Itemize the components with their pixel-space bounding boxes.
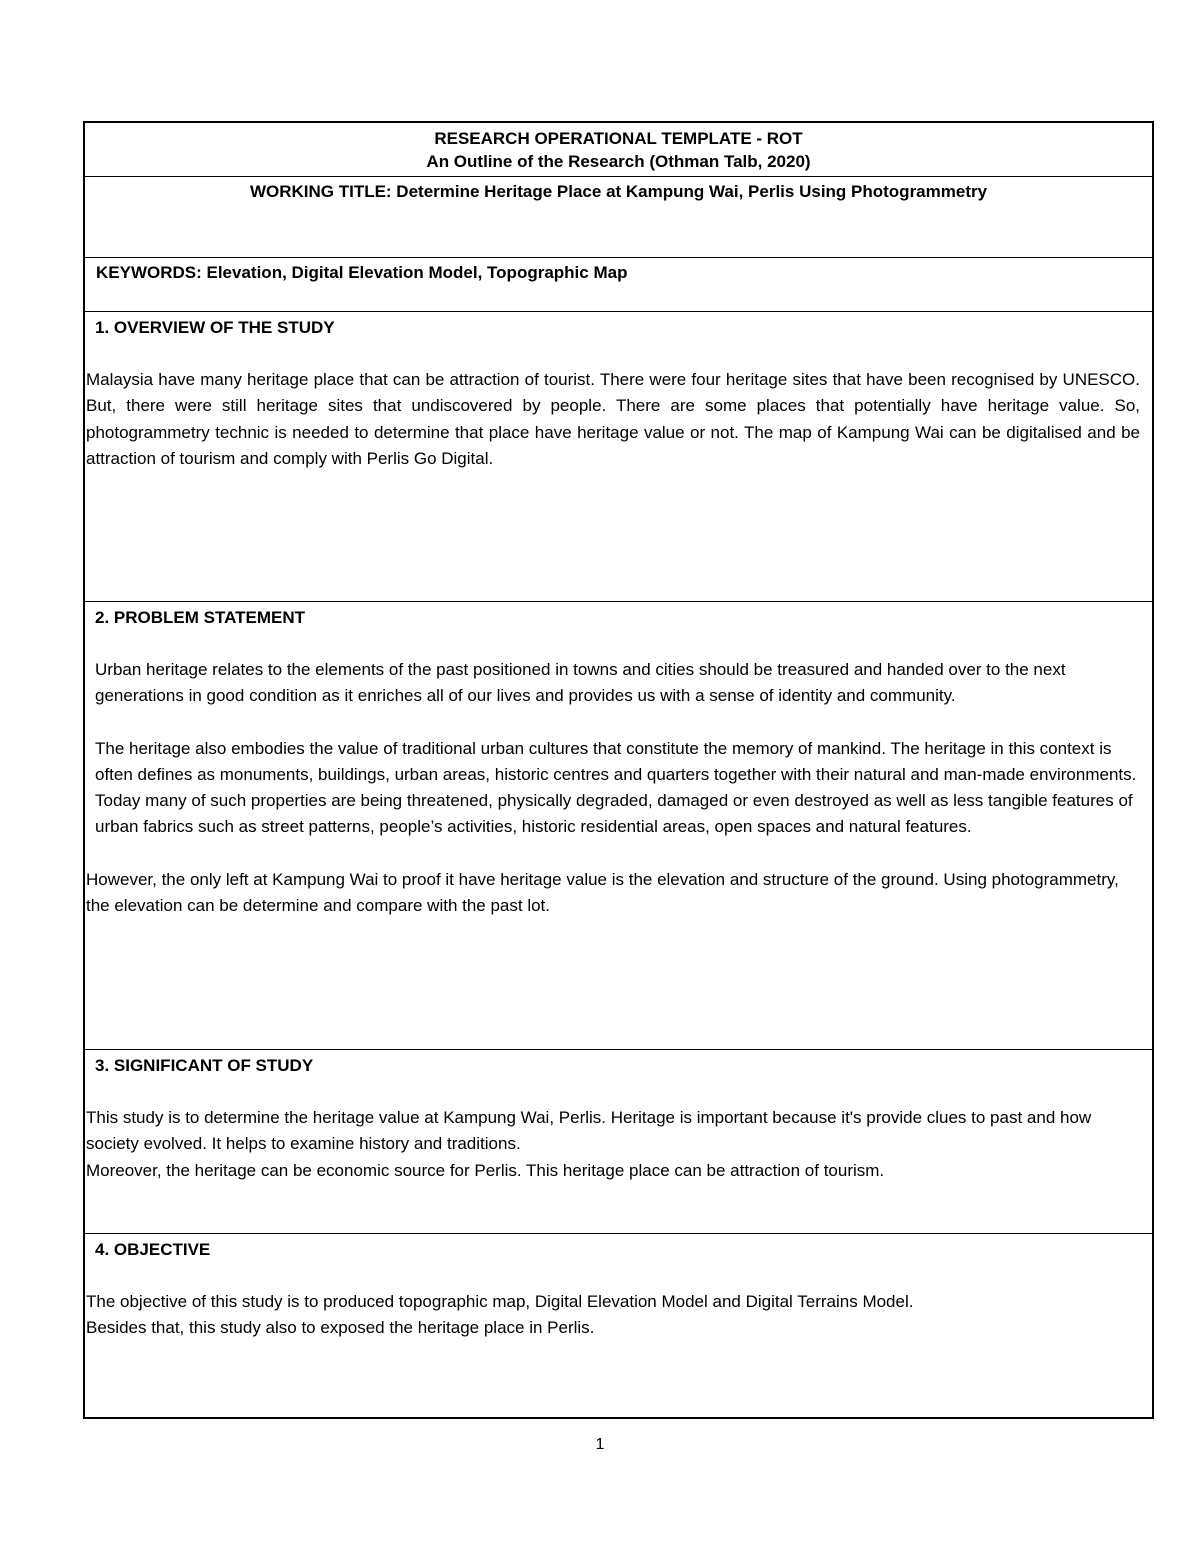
section-paragraph: However, the only left at Kampung Wai to proof it have heritage value is the elevation and structure of the ground. Using photogrammetry, the elevation can be determine and compare with the past lot. <box>86 869 1119 916</box>
page-number: 1 <box>595 1436 605 1453</box>
section-problem-statement <box>85 602 1152 1050</box>
section-heading: 2. PROBLEM STATEMENT <box>95 608 305 627</box>
section-paragraph: Moreover, the heritage can be economic source for Perlis. This heritage place can be attraction of tourism. <box>86 1160 885 1180</box>
section-overview <box>85 312 1152 602</box>
section-paragraph: Malaysia have many heritage place that can be attraction of tourist. There were four heritage sites that have been recognised by UNESCO. But, there were still heritage sites that undiscovered by people. There are some places that potentially have heritage value. So, photogrammetry technic is needed to determine that place have heritage value or not. The map of Kampung Wai can be digitalised and be attraction of tourism and comply with Perlis Go Digital. <box>86 370 1140 468</box>
section-heading: 3. SIGNIFICANT OF STUDY <box>95 1056 314 1075</box>
section-paragraph: Urban heritage relates to the elements of the past positioned in towns and cities should be treasured and handed over to the next generations in good condition as it enriches all of our lives and provides us with a sense of identity and community. <box>95 660 1066 706</box>
working-title-cell <box>85 177 1152 258</box>
section-paragraph: The objective of this study is to produced topographic map, Digital Elevation Model and Digital Terrains Model. <box>86 1292 914 1311</box>
section-heading: 1. OVERVIEW OF THE STUDY <box>95 318 335 337</box>
section-paragraph: This study is to determine the heritage value at Kampung Wai, Perlis. Heritage is important because it's provide clues to past and how society evolved. It helps to examine history and traditions. <box>86 1108 1092 1154</box>
template-subtitle: An Outline of the Research (Othman Talb, 2020) <box>426 152 811 171</box>
section-significance <box>85 1050 1152 1234</box>
section-objective <box>85 1234 1152 1417</box>
keywords-cell <box>85 258 1152 312</box>
research-template-table <box>83 121 1154 1419</box>
template-title: RESEARCH OPERATIONAL TEMPLATE - ROT <box>434 129 803 148</box>
section-heading: 4. OBJECTIVE <box>95 1240 211 1259</box>
section-paragraph: Besides that, this study also to exposed the heritage place in Perlis. <box>86 1318 595 1338</box>
section-paragraph: The heritage also embodies the value of traditional urban cultures that constitute the memory of mankind. The heritage in this context is often defines as monuments, buildings, urban areas, historic centres and quarters together with their natural and man-made environments. Today many of such properties are being threatened, physically degraded, damaged or even destroyed as well as less tangible features of urban fabrics such as street patterns, people’s activities, historic residential areas, open spaces and natural features. <box>95 738 1137 837</box>
keywords: KEYWORDS: Elevation, Digital Elevation Model, Topographic Map <box>96 263 628 282</box>
working-title: WORKING TITLE: Determine Heritage Place at Kampung Wai, Perlis Using Photogrammetry <box>249 182 988 201</box>
template-header <box>85 123 1152 177</box>
